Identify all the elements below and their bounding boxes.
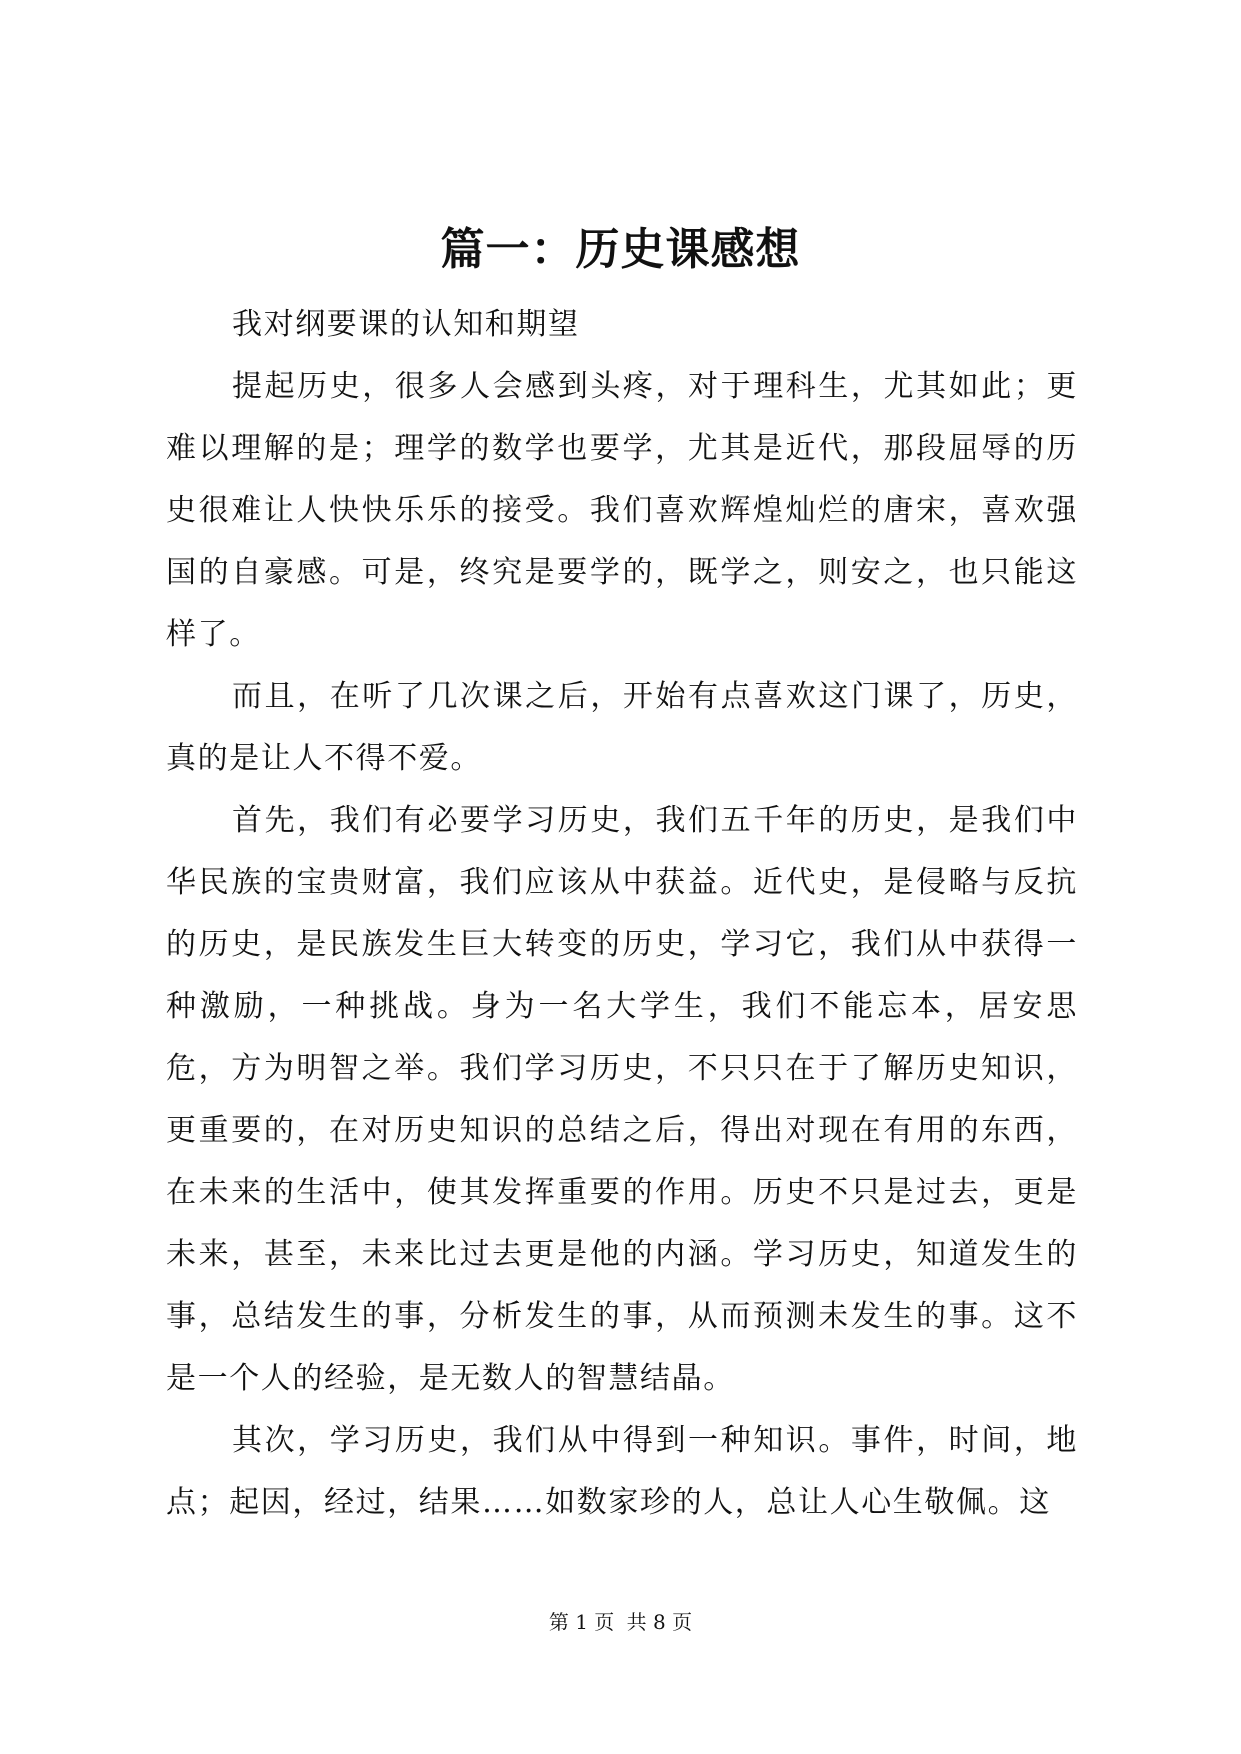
paragraph-second-reason: 其次，学习历史，我们从中得到一种知识。事件，时间，地点；起因，经过，结果……如数家珍的人，总让人心生敬佩。这 [166,1423,1078,1520]
document-title: 篇一：历史课感想 [440,224,801,275]
page-total: 共 8 页 [626,1610,693,1634]
paragraph-interest: 而且，在听了几次课之后，开始有点喜欢这门课了，历史，真的是让人不得不爱。 [166,679,1078,776]
paragraph-first-reason: 首先，我们有必要学习历史，我们五千年的历史，是我们中华民族的宝贵财富，我们应该从中获益。近代史，是侵略与反抗的历史，是民族发生巨大转变的历史，学习它，我们从中获得一种激励，一种挑战。身为一名大学生，我们不能忘本，居安思危，方为明智之举。我们学习历史，不只只在于了解历史知识，更重要的，在对历史知识的总结之后，得出对现在有用的东西，在未来的生活中，使其发挥重要的作用。历史不只是过去，更是未来，甚至，未来比过去更是他的内涵。学习历史，知道发生的事，总结发生的事，分析发生的事，从而预测未发生的事。这不是一个人的经验，是无数人的智慧结晶。 [166,803,1078,1396]
page-footer [0,1608,1241,1636]
page-number: 第 1 页 [548,1610,615,1634]
paragraph-intro: 提起历史，很多人会感到头疼，对于理科生，尤其如此；更难以理解的是；理学的数学也要学，尤其是近代，那段屈辱的历史很难让人快快乐乐的接受。我们喜欢辉煌灿烂的唐宋，喜欢强国的自豪感。可是，终究是要学的，既学之，则安之，也只能这样了。 [166,369,1078,652]
document-body [166,294,1078,1534]
paragraph-subtitle: 我对纲要课的认知和期望 [232,307,580,342]
